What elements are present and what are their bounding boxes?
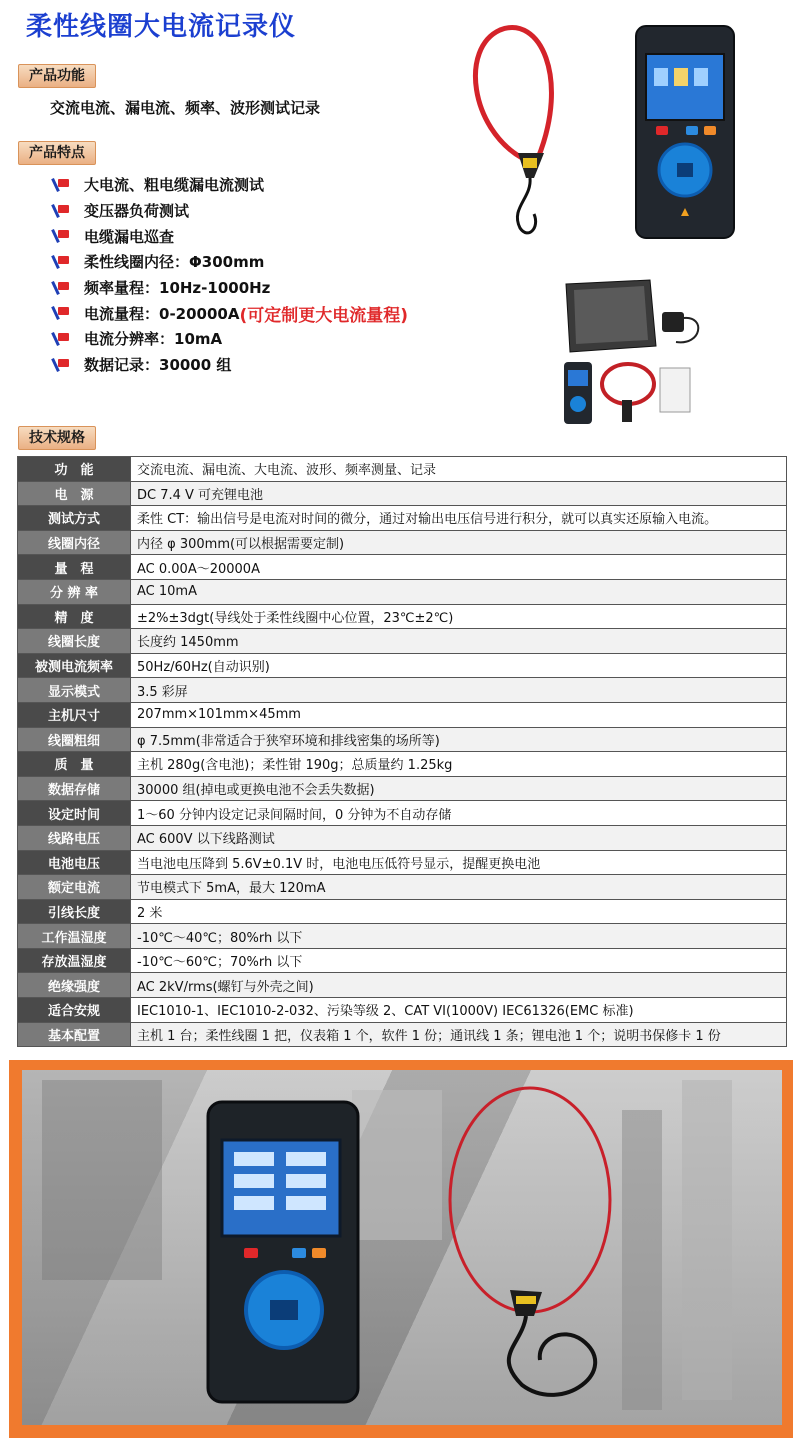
spec-key: 引线长度 [18,899,131,924]
pin-icon [52,356,72,374]
spec-value: 50Hz/60Hz(自动识别) [131,653,787,678]
list-item [52,326,408,352]
usage-photo [22,1070,782,1425]
spec-key: 基本配置 [18,1022,131,1047]
table-row [18,776,787,801]
table-row [18,752,787,777]
list-item [52,172,408,198]
table-row [18,506,787,531]
list-item [52,223,408,249]
spec-key: 测试方式 [18,506,131,531]
spec-key: 线圈长度 [18,629,131,654]
spec-value: 柔性 CT：输出信号是电流对时间的微分，通过对输出电压信号进行积分，就可以真实还原输入电流。 [131,506,787,531]
table-row [18,629,787,654]
table-row [18,1022,787,1047]
list-item [52,249,408,275]
table-row [18,727,787,752]
accessories-image [556,276,716,436]
spec-key: 存放温湿度 [18,948,131,973]
spec-value: 交流电流、漏电流、大电流、波形、频率测量、记录 [131,457,787,482]
spec-value: 3.5 彩屏 [131,678,787,703]
spec-key: 线圈内径 [18,530,131,555]
feature-text: 柔性线圈内径：Φ300mm [84,253,265,272]
pin-icon [52,304,72,322]
table-row [18,875,787,900]
table-row [18,481,787,506]
pin-icon [52,202,72,220]
feature-text: 频率量程：10Hz-1000Hz [84,279,271,298]
usage-photo-illustration [22,1070,782,1425]
spec-key: 工作温湿度 [18,924,131,949]
table-row [18,973,787,998]
spec-value: AC 10mA [131,579,787,604]
feature-text: 电流分辨率：10mA [84,330,223,349]
section-features-label: 产品特点 [18,141,96,165]
spec-key: 适合安规 [18,998,131,1023]
pin-icon [52,330,72,348]
spec-value: 30000 组(掉电或更换电池不会丢失数据) [131,776,787,801]
spec-value: 207mm×101mm×45mm [131,702,787,727]
feature-note-red: (可定制更大电流量程) [239,305,409,326]
feature-text: 电缆漏电巡查 [84,227,175,246]
table-row [18,850,787,875]
spec-key: 量 程 [18,555,131,580]
spec-key: 数据存储 [18,776,131,801]
list-item [52,198,408,224]
spec-value: 1～60 分钟内设定记录间隔时间，0 分钟为不自动存储 [131,801,787,826]
spec-value: 节电模式下 5mA，最大 120mA [131,875,787,900]
feature-text: 变压器负荷测试 [84,202,190,221]
spec-key: 电池电压 [18,850,131,875]
spec-key: 显示模式 [18,678,131,703]
spec-key: 线路电压 [18,825,131,850]
spec-key: 被测电流频率 [18,653,131,678]
spec-key: 额定电流 [18,875,131,900]
spec-value: 长度约 1450mm [131,629,787,654]
pin-icon [52,279,72,297]
table-row [18,702,787,727]
table-row [18,899,787,924]
pin-icon [52,227,72,245]
feature-text: 数据记录：30000 组 [84,356,232,375]
feature-list [52,172,408,378]
table-row [18,998,787,1023]
spec-value: φ 7.5mm(非常适合于狭窄环境和排线密集的场所等) [131,727,787,752]
spec-value: IEC1010-1、IEC1010-2-032、污染等级 2、CAT VI(1000V) IEC61326(EMC 标准) [131,998,787,1023]
table-row [18,801,787,826]
list-item [52,275,408,301]
spec-key: 质 量 [18,752,131,777]
table-row [18,555,787,580]
spec-key: 线圈粗细 [18,727,131,752]
spec-key: 绝缘强度 [18,973,131,998]
spec-value: AC 2kV/rms(螺钉与外壳之间) [131,973,787,998]
table-row [18,530,787,555]
spec-key: 主机尺寸 [18,702,131,727]
table-row [18,457,787,482]
table-row [18,948,787,973]
spec-value: 2 米 [131,899,787,924]
spec-value: -10℃～60℃；70%rh 以下 [131,948,787,973]
table-row [18,924,787,949]
spec-key: 精 度 [18,604,131,629]
list-item [52,300,408,326]
function-description: 交流电流、漏电流、频率、波形测试记录 [50,99,321,117]
list-item [52,352,408,378]
spec-value: 主机 280g(含电池)；柔性钳 190g；总质量约 1.25kg [131,752,787,777]
table-row [18,825,787,850]
spec-value: -10℃～40℃；80%rh 以下 [131,924,787,949]
spec-value: DC 7.4 V 可充锂电池 [131,481,787,506]
spec-value: AC 0.00A～20000A [131,555,787,580]
feature-text: 电流量程：0-20000A [84,304,240,323]
table-row [18,653,787,678]
spec-table [17,456,787,1047]
spec-value: 当电池电压降到 5.6V±0.1V 时，电池电压低符号显示，提醒更换电池 [131,850,787,875]
spec-value: ±2%±3dgt(导线处于柔性线圈中心位置，23℃±2℃) [131,604,787,629]
spec-value: 内径 φ 300mm(可以根据需要定制) [131,530,787,555]
spec-value: 主机 1 台；柔性线圈 1 把，仪表箱 1 个，软件 1 份；通讯线 1 条；锂电池 1 个；说明书保修卡 1 份 [131,1022,787,1047]
spec-key: 分 辨 率 [18,579,131,604]
spec-key: 设定时间 [18,801,131,826]
spec-value: AC 600V 以下线路测试 [131,825,787,850]
table-row [18,604,787,629]
table-row [18,579,787,604]
section-specs-label: 技术规格 [18,426,96,450]
spec-key: 功 能 [18,457,131,482]
product-image-coil-device [460,18,780,248]
section-function-label: 产品功能 [18,64,96,88]
page-title: 柔性线圈大电流记录仪 [26,12,297,42]
feature-text: 大电流、粗电缆漏电流测试 [84,176,265,195]
spec-key: 电 源 [18,481,131,506]
pin-icon [52,253,72,271]
table-row [18,678,787,703]
pin-icon [52,176,72,194]
